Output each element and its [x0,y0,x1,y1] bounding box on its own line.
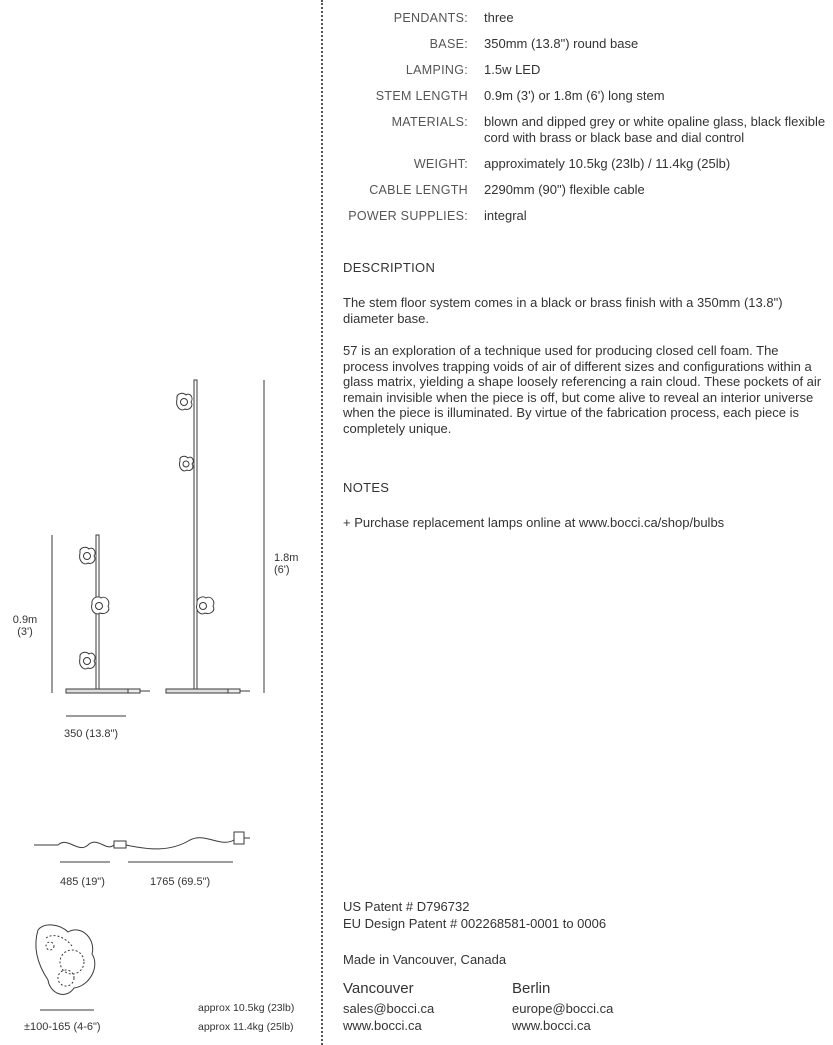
spec-row [330,88,830,114]
description-paragraph: The stem floor system comes in a black or brass finish with a 350mm (13.8") diameter base. [343,295,783,326]
lamp-elevation-drawing [0,0,320,1045]
office-web-link[interactable]: www.bocci.ca [343,1018,422,1033]
spec-label: MATERIALS: [391,115,468,129]
pendant-top-view-icon [36,925,95,995]
made-in: Made in Vancouver, Canada [343,952,507,967]
spec-label: BASE: [429,37,468,51]
spec-label: POWER SUPPLIES: [348,209,468,223]
tall-lamp-stem [194,380,197,690]
office-city-vancouver: Vancouver [343,980,414,997]
notes-item: + Purchase replacement lamps online at www.bocci.ca/shop/bulbs [343,515,725,530]
spec-label: CABLE LENGTH [369,183,468,197]
short-lamp-base [66,689,128,693]
spec-value: 1.5w LED [484,62,541,77]
spec-label: LAMPING: [405,63,468,77]
pendant-icon [180,456,194,471]
pendant-icon [92,597,109,614]
dotted-divider [321,0,323,1045]
short-lamp-switch [128,689,140,693]
office-web-link[interactable]: www.bocci.ca [512,1018,591,1033]
spec-row [330,62,830,88]
cable-drawing [34,832,250,862]
cable-a-label: 485 (19") [60,876,105,888]
spec-label: WEIGHT: [413,157,468,171]
spec-value: 0.9m (3') or 1.8m (6') long stem [484,88,665,103]
pendant-icon [80,652,95,669]
weight-short-label: approx 10.5kg (23lb) [198,1002,295,1014]
spec-row [330,156,830,182]
tall-height-label: 1.8m [274,552,299,564]
pendant-icon [197,597,214,614]
spec-row [330,208,830,234]
pendant-icon [80,547,95,564]
office-email-link[interactable]: sales@bocci.ca [343,1001,435,1016]
technical-drawings [0,0,320,1045]
pendant-icon [177,393,192,410]
spec-row [330,182,830,208]
office-email-link[interactable]: europe@bocci.ca [512,1001,614,1016]
spec-value: 350mm (13.8") round base [484,36,639,51]
description-paragraph: 57 is an exploration of a technique used for producing closed cell foam. The process involves trapping voids of air of different sizes and configurations within a glass matrix, yielding a shape loosely referencing a rain cloud. These pockets of air remain invisible when the piece is off, but come alive to reveal an interior universe when the piece is illuminated. By virtue of the fabrication process, each piece is completely unique. [343,343,822,436]
tall-lamp-base [166,689,228,693]
spec-row [330,114,830,156]
spec-value: 2290mm (90") flexible cable [484,182,645,197]
spec-value: blown and dipped grey or white opaline glass, black flexible cord with brass or black base and dial control [484,114,826,145]
cable-b-label: 1765 (69.5") [150,876,211,888]
pendant-size-label: ±100-165 (4-6") [24,1021,101,1033]
spec-value: integral [484,208,527,223]
office-city-berlin: Berlin [512,980,551,997]
tall-height-ft-label: (6') [274,564,290,576]
us-patent: US Patent # D796732 [343,899,470,914]
spec-row [330,10,830,36]
spec-row [330,36,830,62]
spec-label: PENDANTS: [393,11,468,25]
short-height-ft-label: (3') [17,626,33,638]
spec-value: approximately 10.5kg (23lb) / 11.4kg (25lb) [484,156,731,171]
description-heading: DESCRIPTION [343,260,436,275]
eu-patent: EU Design Patent # 002268581-0001 to 0006 [343,916,607,931]
short-height-label: 0.9m [12,614,38,626]
spec-value: three [484,10,514,25]
tall-lamp-switch [228,689,240,693]
notes-heading: NOTES [343,480,390,495]
weight-tall-label: approx 11.4kg (25lb) [198,1021,294,1033]
spec-label: STEM LENGTH [375,89,468,103]
base-width-label: 350 (13.8") [64,728,119,740]
